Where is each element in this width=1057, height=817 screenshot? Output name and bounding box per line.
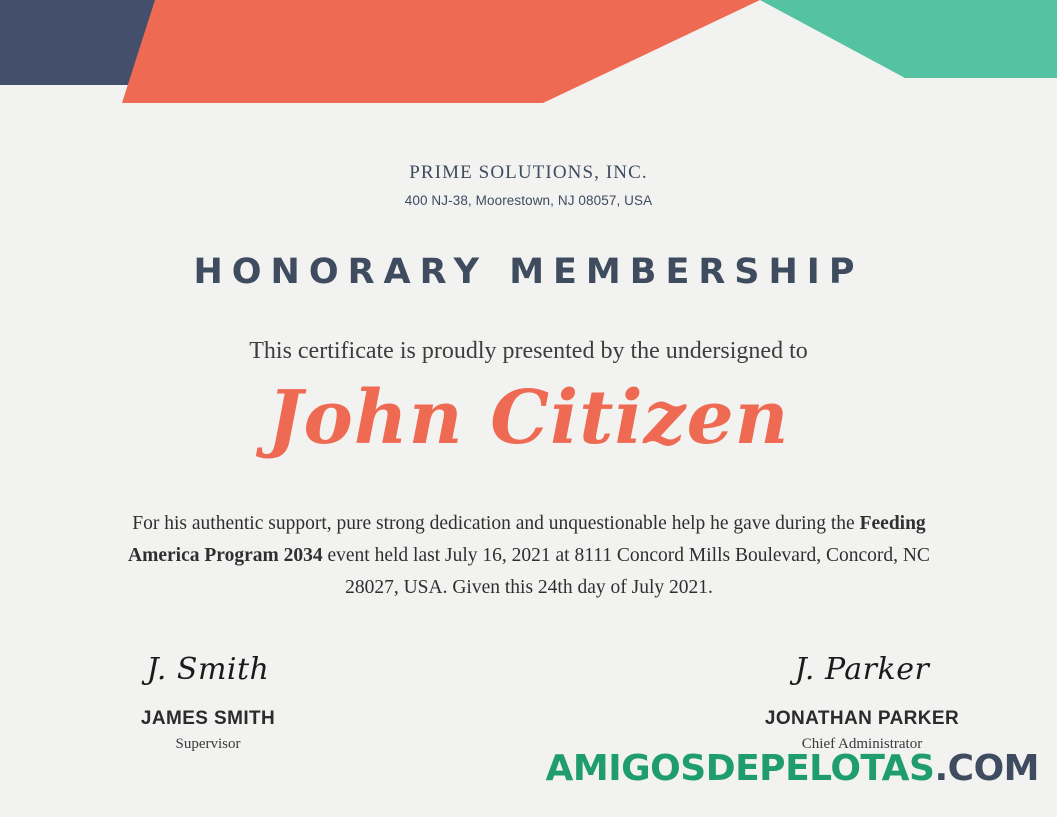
recipient-name: John Citizen: [267, 375, 790, 461]
chevron-banner-svg: [0, 0, 1057, 110]
certificate-header: [0, 162, 1057, 208]
watermark: [546, 748, 1039, 789]
body-part-1: For his authentic support, pure strong dedication and unquestionable help he gave during the: [132, 513, 860, 534]
certificate-title: HONORARY MEMBERSHIP: [193, 252, 864, 292]
body-highlight: Feeding America Program 2034: [128, 513, 926, 566]
signatory-name-left: JAMES SMITH: [140, 708, 276, 729]
signatory-role-left: Supervisor: [175, 736, 241, 752]
certificate-body: [110, 508, 948, 604]
signatory-name-right: JONATHAN PARKER: [764, 708, 960, 729]
teal-chevron: [760, 0, 1057, 78]
signatory-role-right: Chief Administrator: [801, 736, 923, 752]
company-name: PRIME SOLUTIONS, INC.: [409, 162, 648, 183]
watermark-part-b: .COM: [934, 748, 1039, 789]
signature-block-right: [712, 648, 1012, 753]
presented-line: This certificate is proudly presented by the undersigned to: [249, 338, 808, 364]
company-address: 400 NJ-38, Moorestown, NJ 08057, USA: [404, 193, 653, 208]
top-decoration: [0, 0, 1057, 110]
signature-script-right: J. Parker: [794, 652, 930, 687]
body-part-2: event held last July 16, 2021 at 8111 Concord Mills Boulevard, Concord, NC 28027, USA. Given this 24th day of July 2021.: [322, 545, 930, 598]
signature-script-left: J. Smith: [146, 652, 270, 687]
coral-chevron: [122, 0, 760, 103]
signature-block-left: [58, 648, 358, 753]
watermark-part-a: AMIGOSDEPELOTAS: [545, 748, 935, 789]
